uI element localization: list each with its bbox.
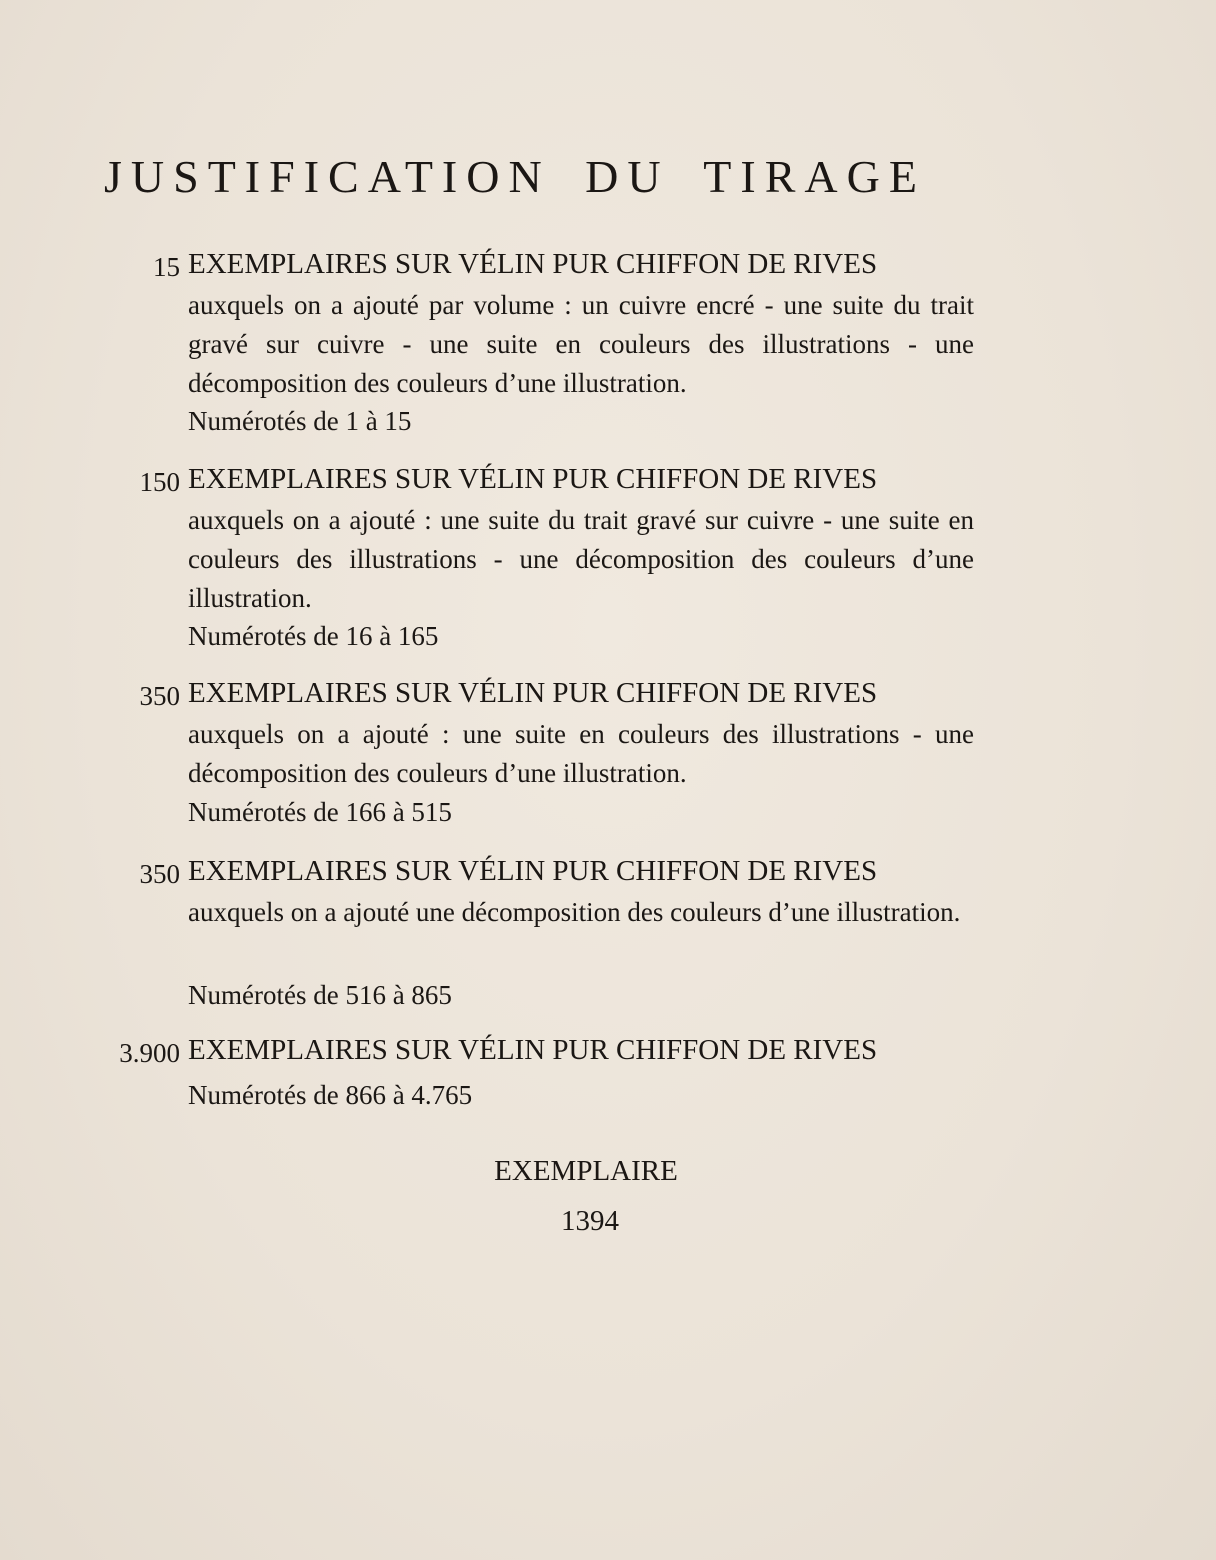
entry-description: auxquels on a ajouté : une suite du trait gravé sur cuivre - une suite en couleurs des illustrations - une décomposition des couleurs d’une illustration. — [188, 505, 974, 613]
copy-label: EXEMPLAIRE — [494, 1155, 678, 1187]
entry-numbering: Numérotés de 866 à 4.765 — [188, 1080, 473, 1110]
entry-heading: EXEMPLAIRES SUR VÉLIN PUR CHIFFON DE RIVES — [188, 677, 878, 709]
entry-heading: EXEMPLAIRES SUR VÉLIN PUR CHIFFON DE RIVES — [188, 1034, 878, 1066]
copy-count: 350 — [139, 681, 180, 711]
entry-heading: EXEMPLAIRES SUR VÉLIN PUR CHIFFON DE RIVES — [188, 248, 878, 280]
copy-count: 350 — [139, 859, 180, 889]
copy-number: 1394 — [561, 1205, 619, 1237]
copy-count: 3.900 — [119, 1038, 180, 1068]
entry-description: auxquels on a ajouté : une suite en couleurs des illustrations - une décomposition des couleurs d’une illustration. — [188, 719, 974, 788]
entry-description: auxquels on a ajouté par volume : un cuivre encré - une suite du trait gravé sur cuivre - une suite en couleurs des illustrations - une décomposition des couleurs d’une illustration. — [188, 290, 974, 398]
entry-heading: EXEMPLAIRES SUR VÉLIN PUR CHIFFON DE RIVES — [188, 463, 878, 495]
entry-numbering: Numérotés de 1 à 15 — [188, 406, 412, 436]
page-title: JUSTIFICATION DU TIRAGE — [104, 151, 926, 202]
entry-numbering: Numérotés de 16 à 165 — [188, 621, 439, 651]
copy-count: 15 — [153, 252, 180, 282]
entry-heading: EXEMPLAIRES SUR VÉLIN PUR CHIFFON DE RIVES — [188, 855, 878, 887]
copy-count: 150 — [139, 467, 180, 497]
entry-numbering: Numérotés de 516 à 865 — [188, 980, 452, 1010]
entry-numbering: Numérotés de 166 à 515 — [188, 797, 452, 827]
entry-description: auxquels on a ajouté une décomposition des couleurs d’une illustration. — [188, 897, 961, 927]
